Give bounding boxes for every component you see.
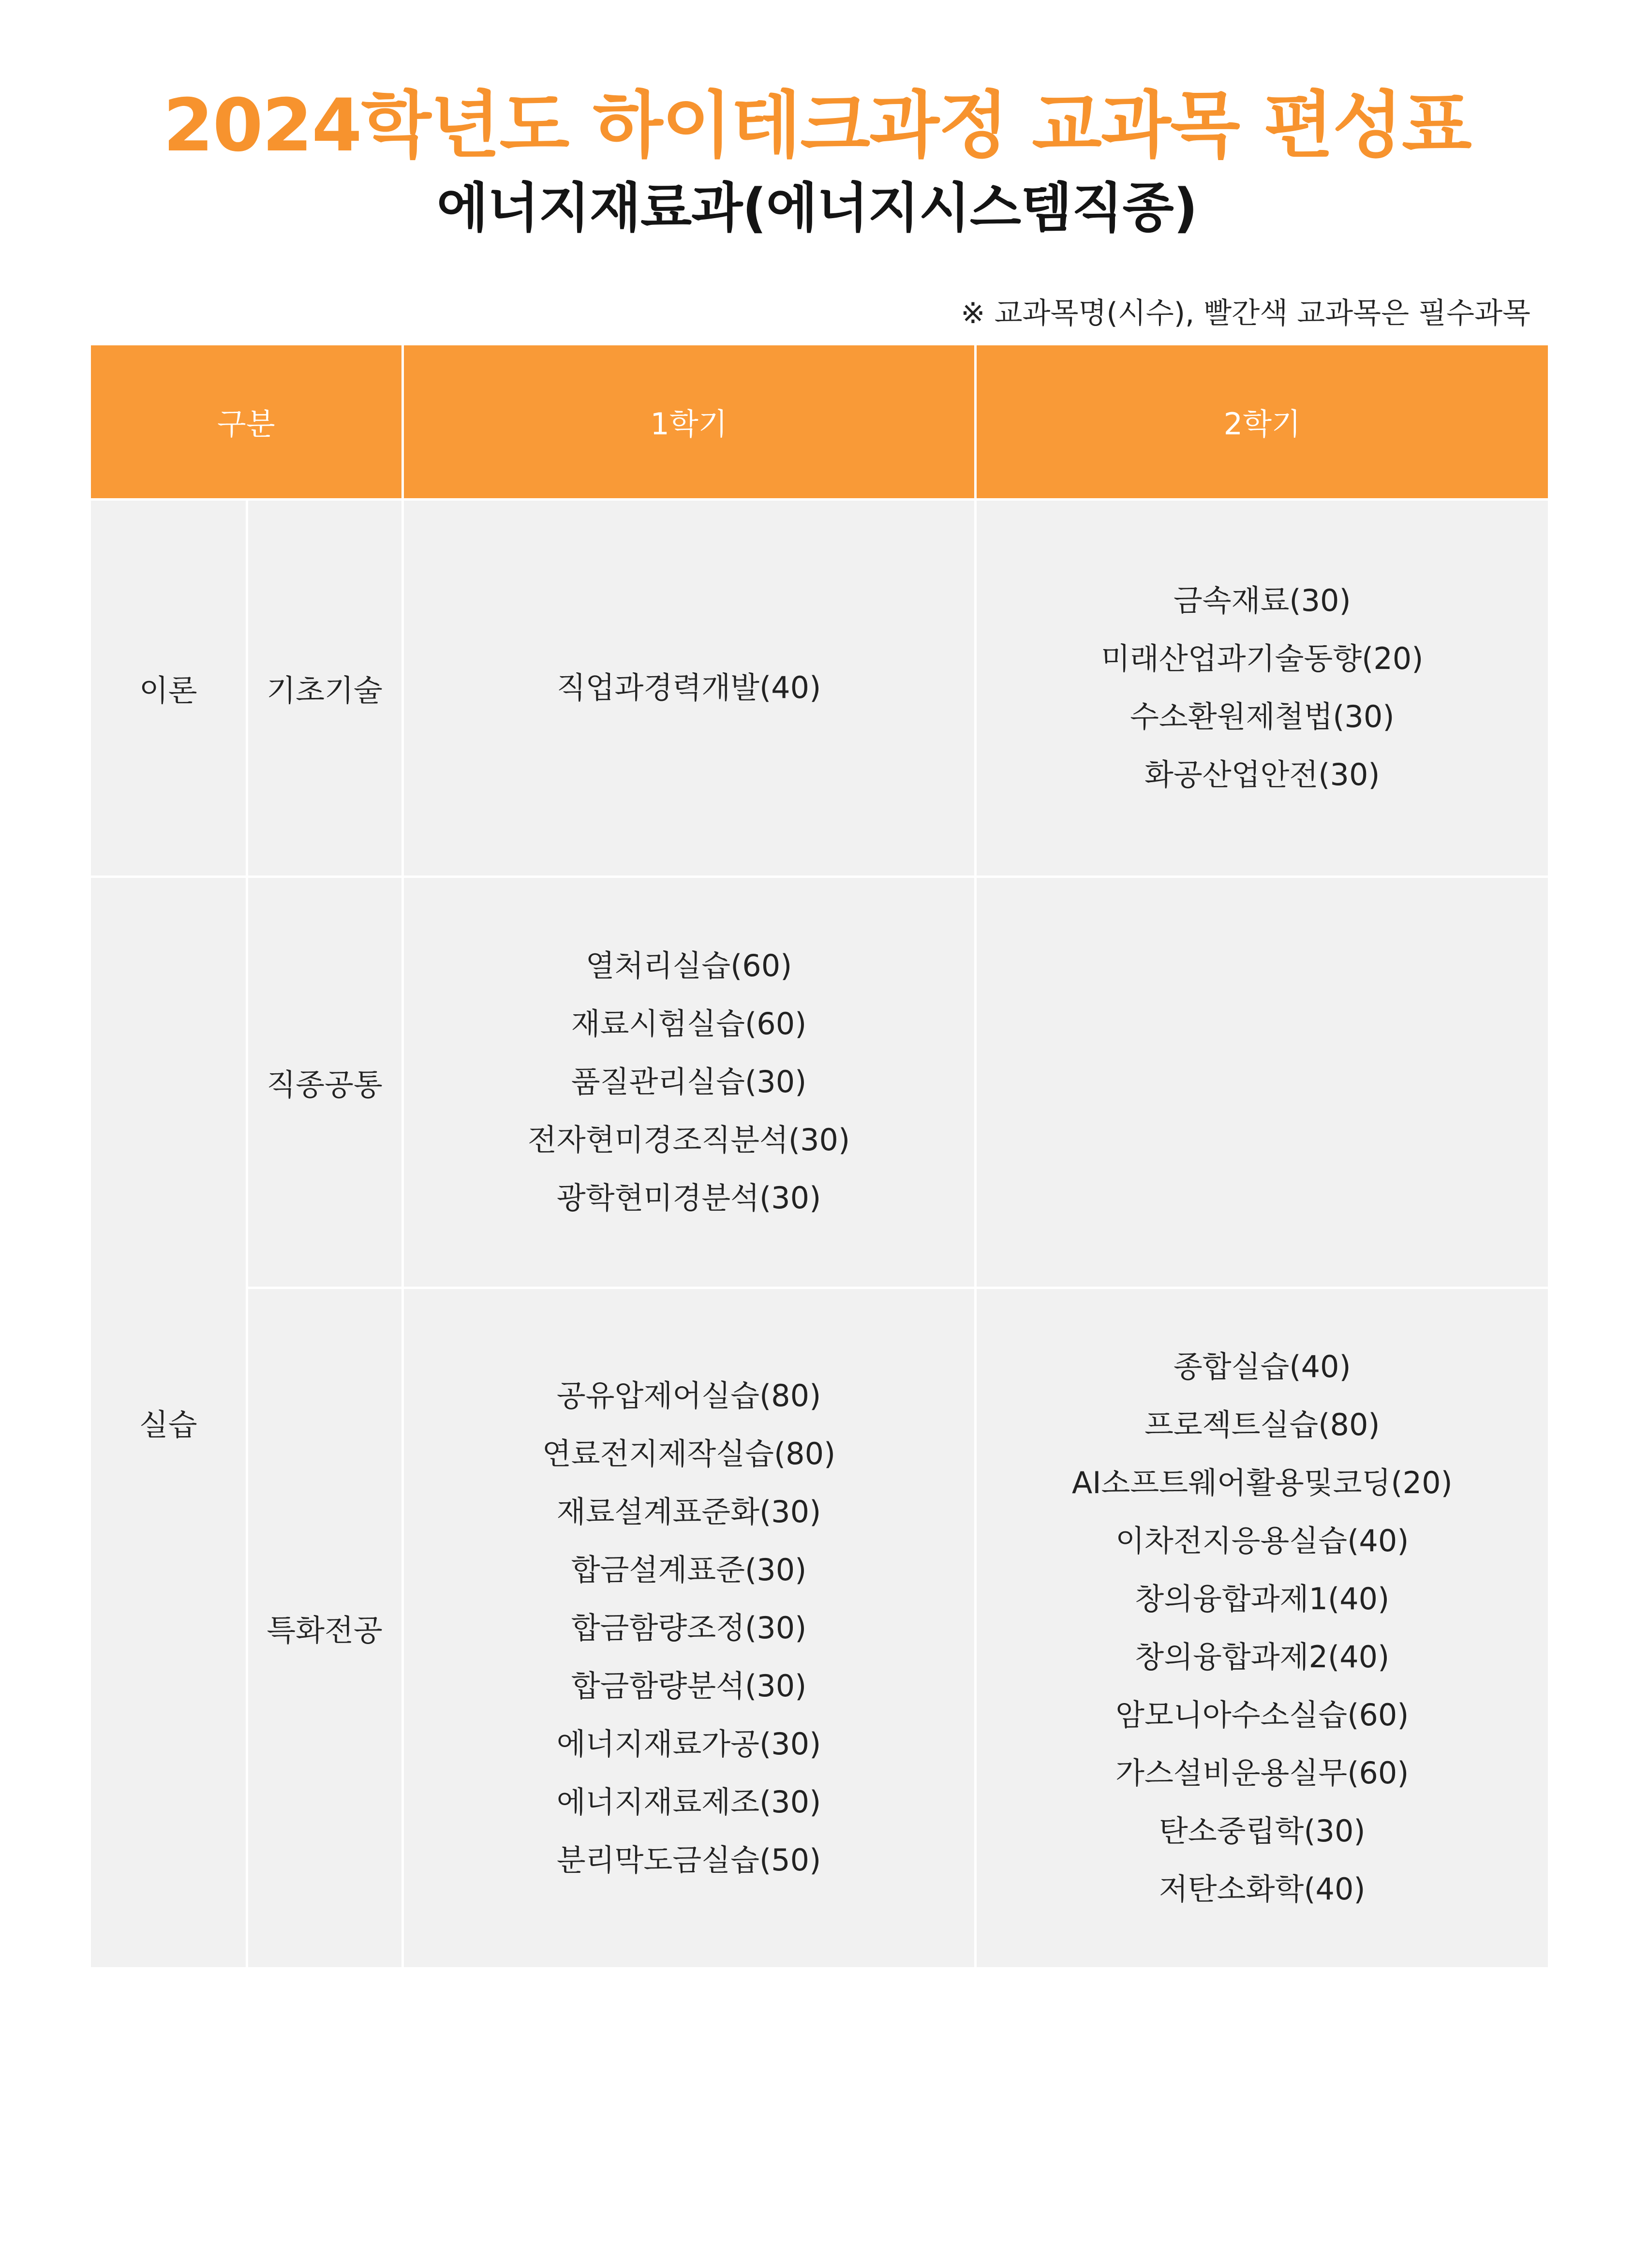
course-item: 창의융합과제2(40) [1135,1639,1390,1675]
course-item: 광학현미경분석(30) [556,1180,821,1216]
course-item: 재료설계표준화(30) [556,1494,821,1529]
course-item: 금속재료(30) [1173,583,1351,618]
table-header-row [91,345,1548,499]
course-item: 합금설계표준(30) [571,1552,807,1587]
semester-1-cell [402,1288,975,1967]
header-semester-1: 1학기 [402,345,975,499]
category-cell: 실습 [91,876,247,1967]
course-item: 열처리실습(60) [585,948,792,983]
course-item: AI소프트웨어활용및코딩(20) [1071,1465,1453,1500]
course-item: 합금함량분석(30) [571,1668,807,1704]
subcategory-cell: 특화전공 [247,1288,402,1967]
page-subtitle: 에너지재료과(에너지시스템직종) [436,177,1198,239]
course-item: 전자현미경조직분석(30) [527,1122,850,1157]
semester-1-cell [402,876,975,1288]
semester-1-cell [402,499,975,876]
subcategory-cell: 직종공통 [247,876,402,1288]
subcategory-cell: 기초기술 [247,499,402,876]
header-category: 구분 [91,345,402,499]
course-item: 저탄소화학(40) [1159,1871,1366,1907]
course-item: 품질관리실습(30) [571,1064,807,1099]
course-item: 분리막도금실습(50) [556,1842,821,1878]
course-item: 수소환원제철법(30) [1130,699,1395,734]
semester-2-cell [975,499,1548,876]
course-item: 종합실습(40) [1173,1349,1351,1384]
semester-2-cell [975,876,1548,1288]
semester-2-cell [975,1288,1548,1967]
course-item: 화공산업안전(30) [1144,757,1380,792]
table-row [91,876,1548,1288]
table-row [91,499,1548,876]
course-item: 프로젝트실습(80) [1144,1407,1380,1442]
page-title: 2024학년도 하이테크과정 교과목 편성표 [163,84,1471,168]
course-list [404,937,974,1227]
course-item: 직업과경력개발(40) [556,670,821,705]
curriculum-table [91,345,1548,1967]
course-item: 합금함량조정(30) [571,1610,807,1645]
course-list [977,572,1548,804]
legend-note: ※ 교과목명(시수), 빨간색 교과목은 필수과목 [961,296,1530,330]
course-list [977,1338,1548,1918]
course-list [404,659,974,717]
course-item: 암모니아수소실습(60) [1115,1697,1409,1733]
category-cell: 이론 [91,499,247,876]
course-item: 에너지재료가공(30) [556,1726,821,1762]
course-item: 미래산업과기술동향(20) [1101,641,1424,676]
course-item: 연료전지제작실습(80) [542,1436,836,1471]
course-item: 에너지재료제조(30) [556,1784,821,1820]
header-semester-2: 2학기 [975,345,1548,499]
course-item: 가스설비운용실무(60) [1115,1755,1409,1791]
course-item: 탄소중립학(30) [1159,1813,1366,1849]
course-item: 창의융합과제1(40) [1135,1581,1390,1616]
course-item: 재료시험실습(60) [571,1006,807,1041]
course-list [404,1367,974,1889]
course-item: 공유압제어실습(80) [556,1378,821,1413]
table-row [91,1288,1548,1967]
course-item: 이차전지응용실습(40) [1115,1523,1409,1558]
